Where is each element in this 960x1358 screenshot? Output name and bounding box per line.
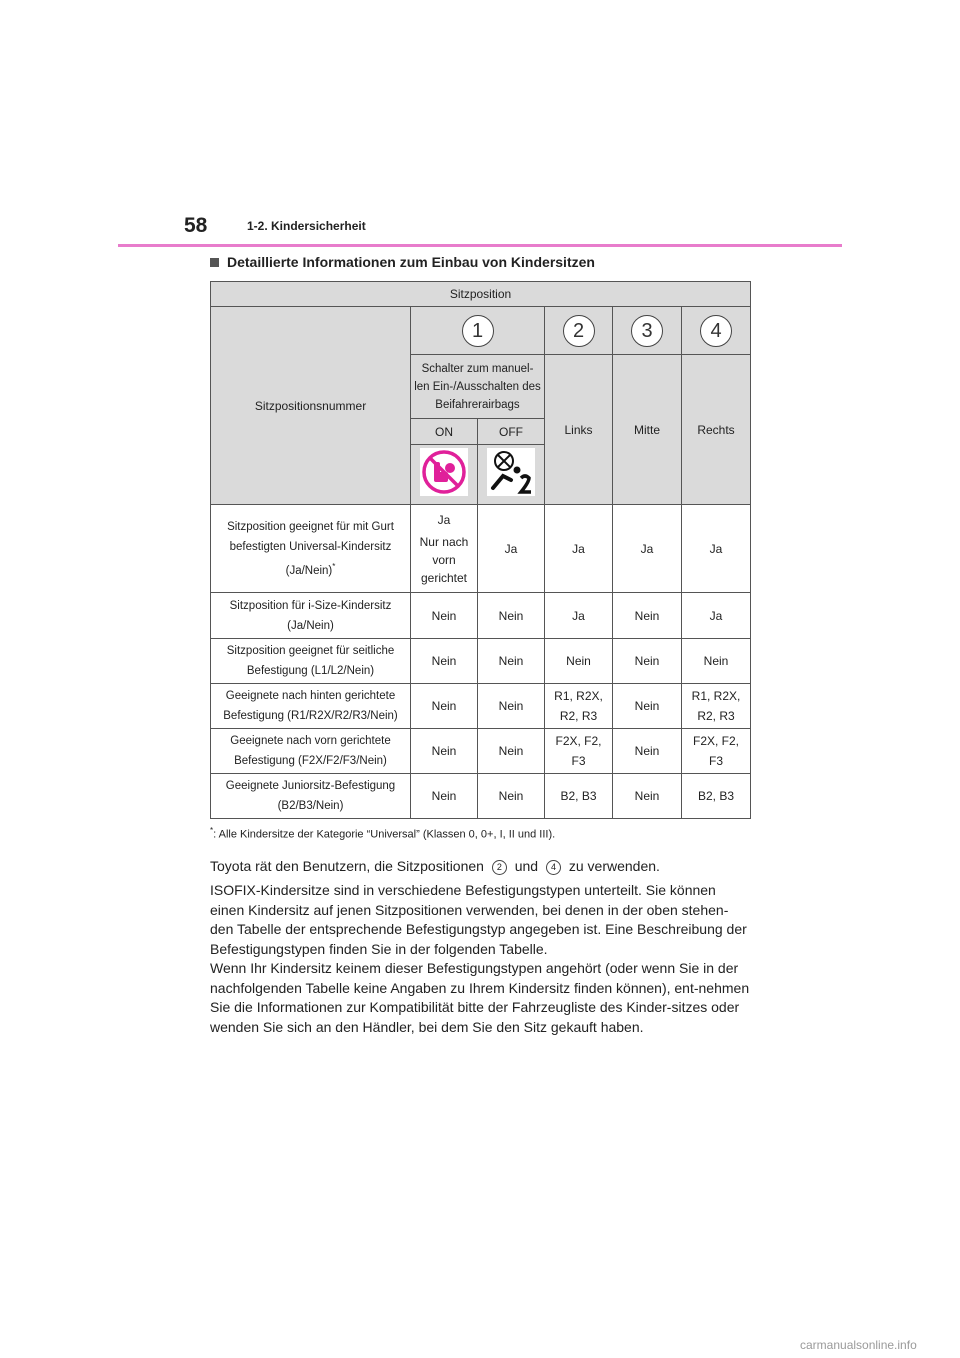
cell-rechts: Nein [682,639,751,684]
position-number: 3 [631,315,663,347]
cell-on: Nein [411,774,478,819]
header-mitte: Mitte [613,355,682,505]
cell-on: Nein [411,593,478,639]
table-row [211,593,751,639]
cell-off: Nein [478,593,545,639]
header-rule [118,244,842,247]
no-passenger-icon [487,448,535,496]
table-row [211,684,751,729]
cell-rechts: Ja [682,505,751,593]
row-label: Geeignete Juniorsitz-Befestigung (B2/B3/Nein) [211,774,411,819]
position-number: 2 [563,315,595,347]
page-number: 58 [184,214,208,237]
airbag-off-icon-cell [411,445,478,505]
watermark: carmanualsonline.info [800,1338,917,1352]
cell-links: B2, B3 [545,774,613,819]
row-label: Geeignete nach vorn gerichtete Befestigung (F2X/F2/F3/Nein) [211,729,411,774]
header-links: Links [545,355,613,505]
header-sitzpositionsnummer: Sitzpositionsnummer [211,307,411,505]
position-ref: 4 [546,860,561,875]
no-passenger-icon-cell [478,445,545,505]
section-title: Detaillierte Informationen zum Einbau von Kindersitzen [227,254,595,270]
cell-on: Nein [411,729,478,774]
cell-on: Nein [411,684,478,729]
position-3-cell [613,307,682,355]
isofix-paragraph: ISOFIX-Kindersitze sind in verschiedene Befestigungstypen unterteilt. Sie können einen Kindersitz auf jenen Sitzpositionen verwenden, bei denen in der oben stehen-den Tabelle der entsprechende Befestigungstyp angegeben ist. Eine Beschreibung der Befestigungstypen finden Sie in der folgenden Tabelle. [210,882,747,957]
cell-mitte: Ja [613,505,682,593]
row-label: Sitzposition geeignet für seitliche Befestigung (L1/L2/Nein) [211,639,411,684]
position-number: 1 [462,315,494,347]
row-label: Sitzposition geeignet für mit Gurt befestigten Universal-Kindersitz (Ja/Nein)* [211,505,411,593]
cell-off: Nein [478,684,545,729]
cell-mitte: Nein [613,593,682,639]
cell-rechts: B2, B3 [682,774,751,819]
table-row [211,639,751,684]
compatibility-table [210,281,751,819]
cell-mitte: Nein [613,774,682,819]
cell-mitte: Nein [613,639,682,684]
airbag-switch-label: Schalter zum manuel-len Ein-/Ausschalten des Beifahrerairbags [411,355,545,419]
table-row [211,729,751,774]
position-2-cell [545,307,613,355]
cell-on: Ja Nur nach vorn gerichtet [411,505,478,593]
header-off: OFF [478,419,545,445]
cell-on: Nein [411,639,478,684]
cell-mitte: Nein [613,684,682,729]
table-row [211,505,751,593]
position-4-cell [682,307,751,355]
header-sitzposition: Sitzposition [211,282,751,307]
cell-off: Nein [478,774,545,819]
cell-off: Nein [478,639,545,684]
position-ref: 2 [492,860,507,875]
cell-off: Ja [478,505,545,593]
cell-links: Ja [545,505,613,593]
section-heading [210,254,595,270]
position-number: 4 [700,315,732,347]
cell-links: R1, R2X, R2, R3 [545,684,613,729]
cell-off: Nein [478,729,545,774]
row-label: Sitzposition für i-Size-Kindersitz (Ja/Nein) [211,593,411,639]
chapter-title: 1-2. Kindersicherheit [247,219,366,233]
compatibility-paragraph: Wenn Ihr Kindersitz keinem dieser Befestigungstypen angehört (oder wenn Sie in der nachfolgenden Tabelle keine Angaben zu Ihrem Kindersitz finden können), ent-nehmen Sie die Informationen zur Kompatibilität bitte der Fahrzeugliste des Kinder-sitzes oder wenden Sie sich an den Händler, bei dem Sie den Sitz gekauft haben. [210,960,750,1035]
header-on: ON [411,419,478,445]
cell-mitte: Nein [613,729,682,774]
cell-rechts: F2X, F2, F3 [682,729,751,774]
airbag-off-icon [420,448,468,496]
row-label: Geeignete nach hinten gerichtete Befestigung (R1/R2X/R2/R3/Nein) [211,684,411,729]
table-row [211,774,751,819]
cell-links: Ja [545,593,613,639]
recommendation-paragraph: Toyota rät den Benutzern, die Sitzpositionen 2 und 4 zu verwenden. [210,858,660,874]
cell-rechts: R1, R2X, R2, R3 [682,684,751,729]
cell-rechts: Ja [682,593,751,639]
position-1-cell [411,307,545,355]
header-rechts: Rechts [682,355,751,505]
cell-links: F2X, F2, F3 [545,729,613,774]
footnote: *: Alle Kindersitze der Kategorie “Universal” (Klassen 0, 0+, I, II und III). [210,826,556,841]
bullet-square-icon [210,258,219,267]
cell-links: Nein [545,639,613,684]
